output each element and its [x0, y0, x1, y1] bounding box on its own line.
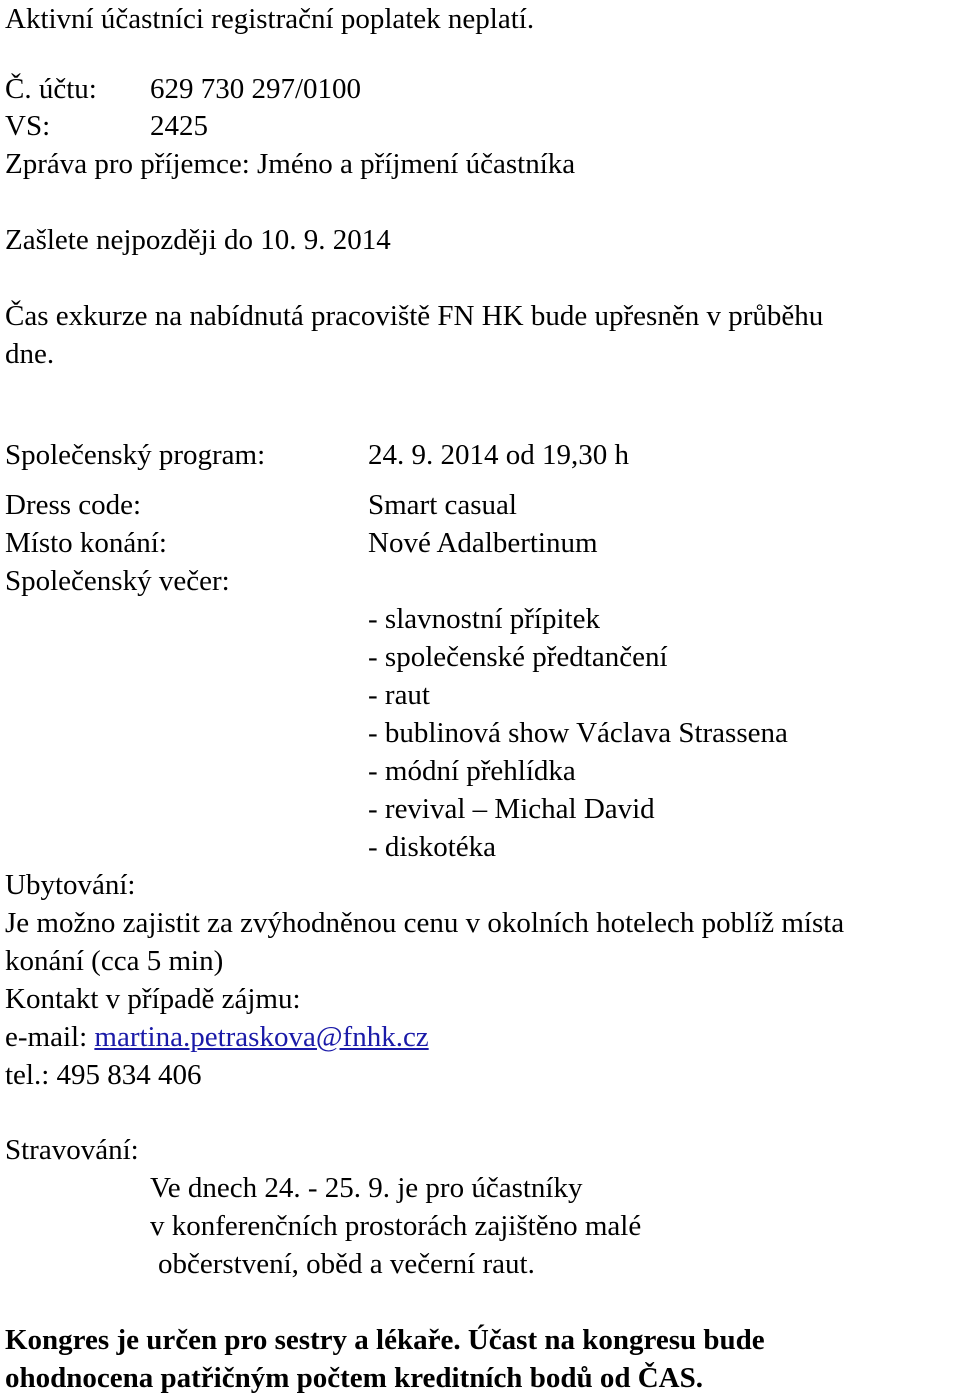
evening-item: - módní přehlídka	[368, 755, 576, 787]
dress-code-value: Smart casual	[368, 489, 517, 521]
evening-item: - raut	[368, 679, 430, 711]
social-program-label: Společenský program:	[5, 439, 266, 471]
vs-value: 2425	[150, 110, 208, 142]
fee-note: Aktivní účastníci registrační poplatek neplatí.	[5, 3, 535, 35]
catering-line-2: v konferenčních prostorách zajištěno malé	[150, 1210, 642, 1242]
evening-item: - slavnostní přípitek	[368, 603, 600, 635]
catering-line-3: občerstvení, oběd a večerní raut.	[158, 1248, 535, 1280]
accommodation-label: Ubytování:	[5, 869, 136, 901]
excursion-line-2: dne.	[5, 338, 55, 370]
closing-line-2: ohodnocena patřičným počtem kreditních bodů od ČAS.	[5, 1362, 703, 1394]
email-link[interactable]: martina.petraskova@fnhk.cz	[94, 1021, 429, 1053]
accommodation-line-1: Je možno zajistit za zvýhodněnou cenu v okolních hotelech poblíž místa	[5, 907, 845, 939]
catering-line-1: Ve dnech 24. - 25. 9. je pro účastníky	[150, 1172, 583, 1204]
venue-label: Místo konání:	[5, 527, 167, 559]
evening-label: Společenský večer:	[5, 565, 230, 597]
closing-line-1: Kongres je určen pro sestry a lékaře. Účast na kongresu bude	[5, 1324, 765, 1356]
accommodation-line-2: konání (cca 5 min)	[5, 945, 224, 977]
email-row	[5, 1018, 429, 1056]
venue-value: Nové Adalbertinum	[368, 527, 598, 559]
evening-item: - diskotéka	[368, 831, 497, 863]
evening-item: - revival – Michal David	[368, 793, 655, 825]
accommodation-contact: Kontakt v případě zájmu:	[5, 983, 301, 1015]
excursion-line-1: Čas exkurze na nabídnutá pracoviště FN HK bude upřesněn v průběhu	[5, 300, 824, 332]
dress-code-label: Dress code:	[5, 489, 142, 521]
account-row	[5, 70, 97, 108]
account-label: Č. účtu:	[5, 73, 97, 105]
social-program-value: 24. 9. 2014 od 19,30 h	[368, 439, 629, 471]
account-value: 629 730 297/0100	[150, 73, 362, 105]
vs-label: VS:	[5, 110, 51, 142]
email-label: e-mail:	[5, 1021, 95, 1053]
evening-item: - společenské předtančení	[368, 641, 668, 673]
catering-label: Stravování:	[5, 1134, 139, 1166]
payment-deadline: Zašlete nejpozději do 10. 9. 2014	[5, 224, 391, 256]
phone: tel.: 495 834 406	[5, 1059, 202, 1091]
payment-message: Zpráva pro příjemce: Jméno a příjmení účastníka	[5, 148, 576, 180]
evening-item: - bublinová show Václava Strassena	[368, 717, 788, 749]
